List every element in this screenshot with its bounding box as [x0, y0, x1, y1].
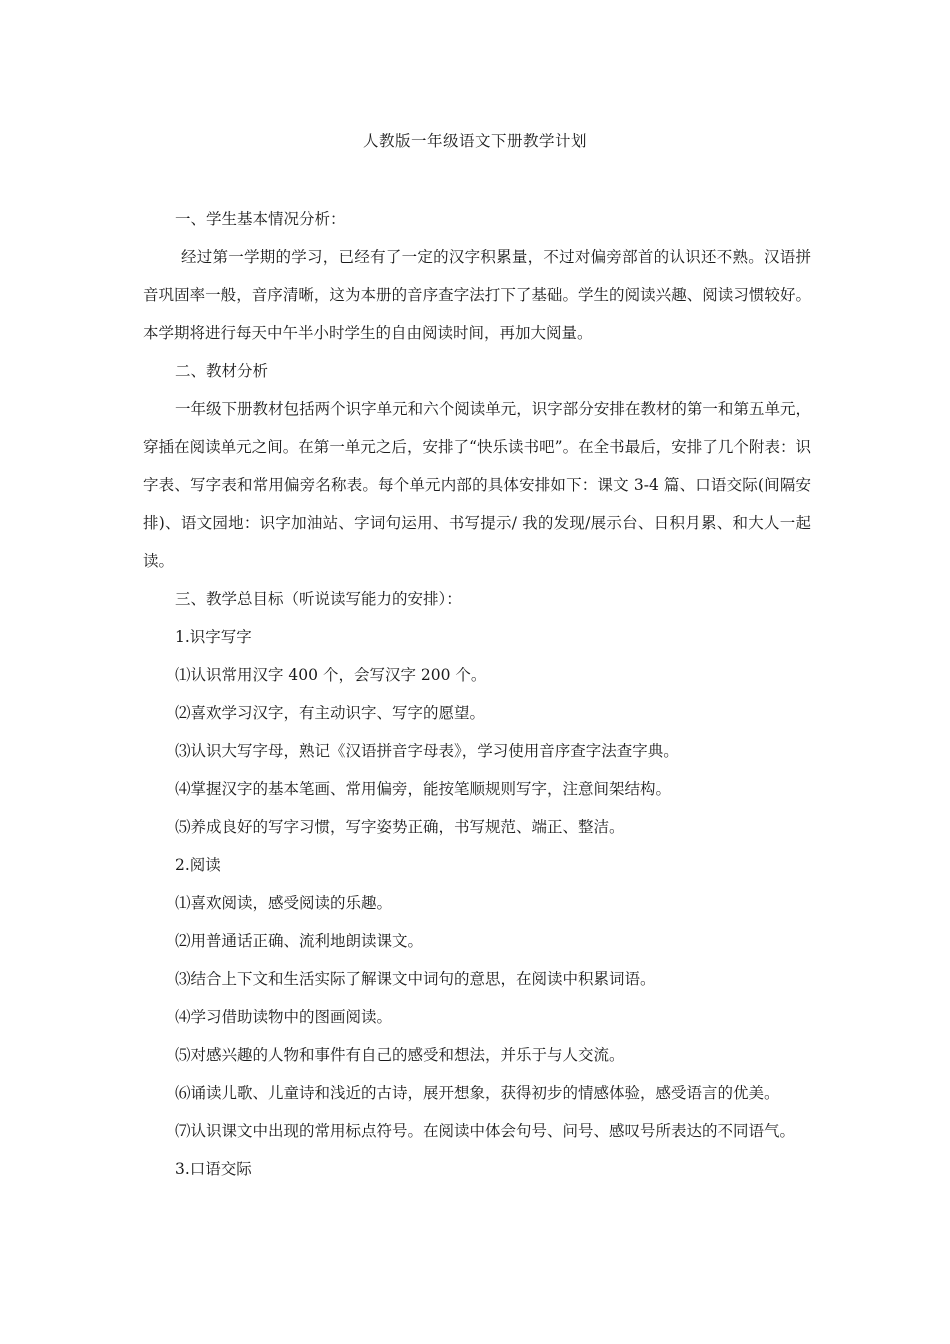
list-item: ⑴喜欢阅读，感受阅读的乐趣。	[175, 894, 393, 912]
list-item: ⑷掌握汉字的基本笔画、常用偏旁，能按笔顺规则写字，注意间架结构。	[175, 780, 672, 798]
list-item: ⑴认识常用汉字 400 个，会写汉字 200 个。	[175, 666, 487, 684]
subheading-reading: 2.阅读	[175, 856, 221, 874]
paragraph-student-analysis: 经过第一学期的学习，已经有了一定的汉字积累量，不过对偏旁部首的认识还不熟。汉语拼音巩固率一般，音序清晰，这为本册的音序查字法打下了基础。学生的阅读兴趣、阅读习惯较好。本学期将进行每天中午半小时学生的自由阅读时间，再加大阅量。	[143, 248, 811, 342]
list-item: ⑵喜欢学习汉字，有主动识字、写字的愿望。	[175, 704, 486, 722]
list-item: ⑹诵读儿歌、儿童诗和浅近的古诗，展开想象，获得初步的情感体验，感受语言的优美。	[175, 1084, 780, 1102]
document-title: 人教版一年级语文下册教学计划	[362, 132, 587, 150]
paragraph-textbook-analysis: 一年级下册教材包括两个识字单元和六个阅读单元，识字部分安排在教材的第一和第五单元，穿插在阅读单元之间。在第一单元之后，安排了“快乐读书吧”。在全书最后，安排了几个附表：识字表、写字表和常用偏旁名称表。每个单元内部的具体安排如下：课文 3-4 篇、口语交际(间隔安排)、语文园地：识字加油站、字词句运用、书写提示/ 我的发现/展示台、日积月累、和大人一起读。	[143, 400, 811, 570]
list-item: ⑵用普通话正确、流利地朗读课文。	[175, 932, 424, 950]
section-heading-textbook-analysis: 二、教材分析	[175, 362, 269, 380]
document-body	[143, 200, 811, 1188]
subheading-oral-communication: 3.口语交际	[175, 1160, 252, 1178]
list-item: ⑺认识课文中出现的常用标点符号。在阅读中体会句号、问号、感叹号所表达的不同语气。	[175, 1122, 796, 1140]
list-item: ⑶认识大写字母，熟记《汉语拼音字母表》，学习使用音序查字法查字典。	[175, 742, 679, 760]
subheading-literacy-writing: 1.识字写字	[175, 628, 252, 646]
section-heading-student-analysis: 一、学生基本情况分析：	[175, 210, 346, 228]
list-item: ⑸养成良好的写字习惯，写字姿势正确，书写规范、端正、整洁。	[175, 818, 625, 836]
list-item: ⑷学习借助读物中的图画阅读。	[175, 1008, 393, 1026]
list-item: ⑸对感兴趣的人物和事件有自己的感受和想法，并乐于与人交流。	[175, 1046, 625, 1064]
list-item: ⑶结合上下文和生活实际了解课文中词句的意思，在阅读中积累词语。	[175, 970, 656, 988]
section-heading-teaching-goals: 三、教学总目标（听说读写能力的安排）：	[175, 590, 462, 608]
